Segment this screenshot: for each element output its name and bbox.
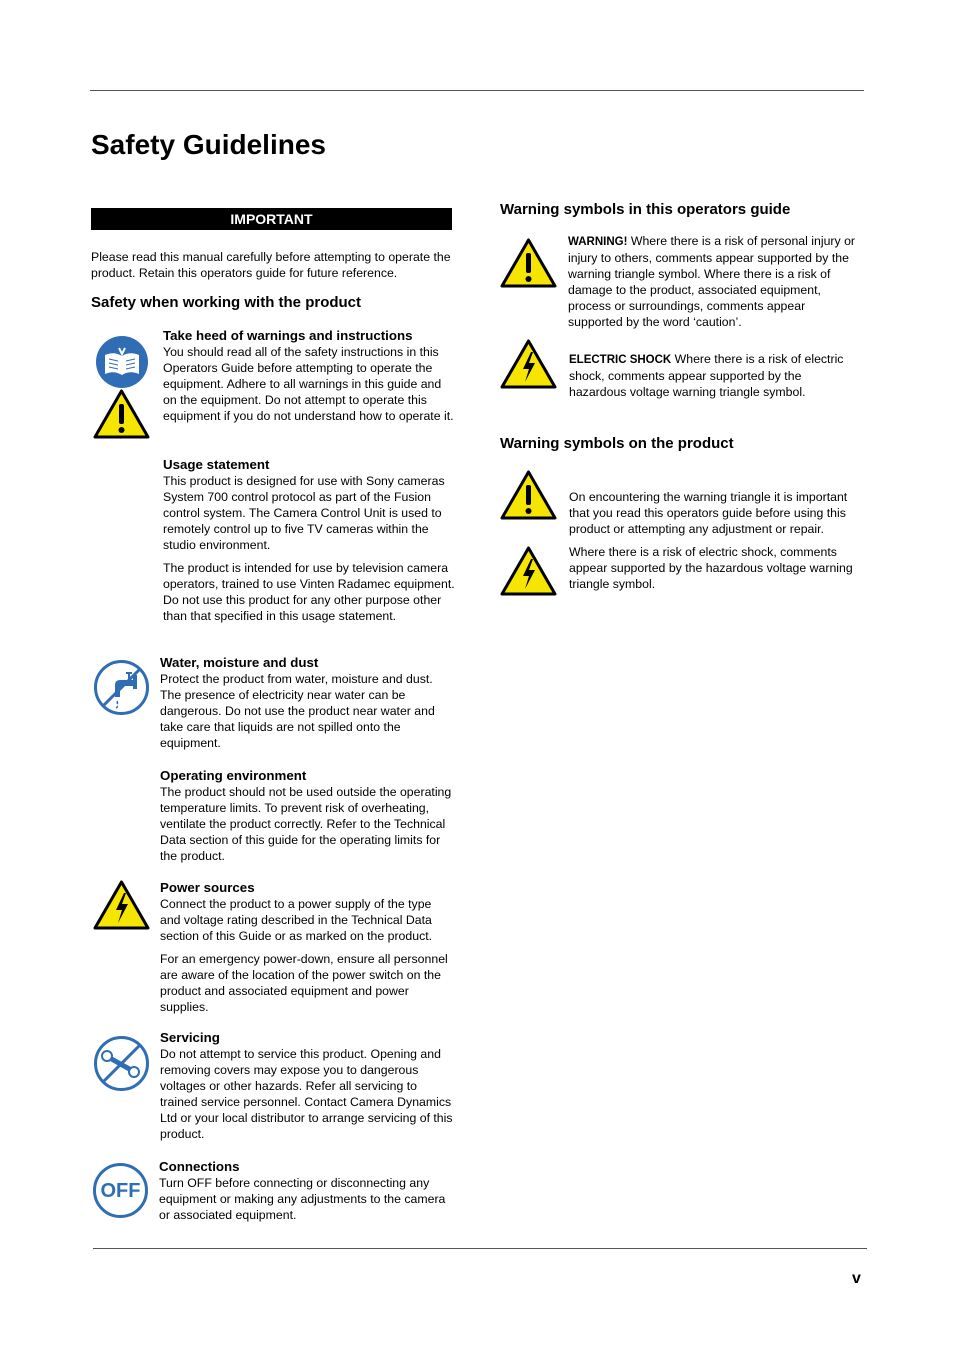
block-title: Take heed of warnings and instructions [163,328,413,343]
product-shock-text: Where there is a risk of electric shock, comments appear supported by the hazardous voltage warning triangle symbol. [569,545,853,591]
product-warning-text: On encountering the warning triangle it is important that you read this operators guide before using this product or attempting any adjustment or repair. [569,490,848,536]
no-water-icon [93,659,150,716]
block-text: Protect the product from water, moisture and dust. The presence of electricity near water can be dangerous. Do not use the product near water and take care that liquids are not spilled onto the equipment. [160,672,435,750]
electric-shock-icon [500,546,557,596]
electric-shock-label: ELECTRIC SHOCK [569,354,672,366]
read-manual-icon [95,335,149,389]
block-text: For an emergency power-down, ensure all personnel are aware of the location of the power switch on the product and associated equipment and power supplies. [160,952,448,1014]
block-title: Servicing [160,1030,220,1045]
block-text: This product is designed for use with Sony cameras System 700 control protocol as part of the Fusion control system. The Camera Control Unit is used to remotely control up to five TV cameras within the studio environment. [163,474,445,552]
top-rule [90,90,864,91]
block-text: Do not attempt to service this product. Opening and removing covers may expose you to dangerous voltages or other hazards. Refer all servicing to trained service personnel. Contact Camera Dynamics Ltd or your local distributor to arrange servicing of this product. [160,1047,453,1141]
block-take-heed [163,327,455,424]
block-servicing [160,1029,455,1142]
electric-shock-icon [93,880,150,930]
block-text: Turn OFF before connecting or disconnecting any equipment or making any adjustments to the camera or associated equipment. [159,1176,446,1222]
safety-section-heading: Safety when working with the product [91,294,362,311]
page-title: Safety Guidelines [91,129,326,160]
power-off-icon [92,1162,149,1219]
electric-shock-description [569,351,862,400]
warning-description [568,233,862,330]
electric-shock-text: Where there is a risk of electric shock, comments appear supported by the hazardous voltage warning triangle symbol. [569,352,844,399]
electric-shock-icon [500,339,557,389]
block-text: The product should not be used outside the operating temperature limits. To prevent risk of overheating, ventilate the product correctly. Refer to the Technical Data section of this guide for the operating limits for the product. [160,785,452,863]
block-title: Connections [159,1159,240,1174]
block-water [160,654,455,751]
warning-triangle-icon [500,470,557,520]
block-power-sources [160,879,455,1015]
page-number: v [852,1270,861,1287]
block-operating-environment [160,767,455,864]
warning-text: Where there is a risk of personal injury or injury to others, comments appear supported by the warning triangle symbol. Where there is a risk of damage to the product, associated equipment, process or surroundings, comments appear supported by the word ‘caution’. [568,234,856,329]
block-title: Power sources [160,880,255,895]
block-text: The product is intended for use by television camera operators, trained to use Vinten Radamec equipment. Do not use this product for any other purpose other than that specified in this usage statement. [163,561,455,623]
no-servicing-icon [93,1035,150,1092]
off-icon-label: OFF [100,1180,141,1202]
block-title: Usage statement [163,457,270,472]
bottom-rule [93,1248,867,1249]
guide-symbols-heading: Warning symbols in this operators guide [500,201,791,218]
block-connections [159,1158,455,1223]
product-symbols-heading: Warning symbols on the product [500,435,734,452]
block-usage-statement [163,456,455,624]
warning-triangle-icon [93,389,150,439]
intro-text: Please read this manual carefully before attempting to operate the product. Retain this operators guide for future reference. [91,250,451,280]
warning-triangle-icon [500,238,557,288]
important-banner: IMPORTANT [91,208,452,230]
block-text: Connect the product to a power supply of the type and voltage rating described in the Technical Data section of this Guide or as marked on the product. [160,897,433,943]
block-title: Operating environment [160,768,307,783]
block-title: Water, moisture and dust [160,655,319,670]
block-text: You should read all of the safety instructions in this Operators Guide before attempting to operate the equipment. Adhere to all warnings in this guide and on the equipment. Do not attempt to operate this equipment if you do not understand how to operate it. [163,345,454,423]
warning-label: WARNING! [568,236,628,248]
